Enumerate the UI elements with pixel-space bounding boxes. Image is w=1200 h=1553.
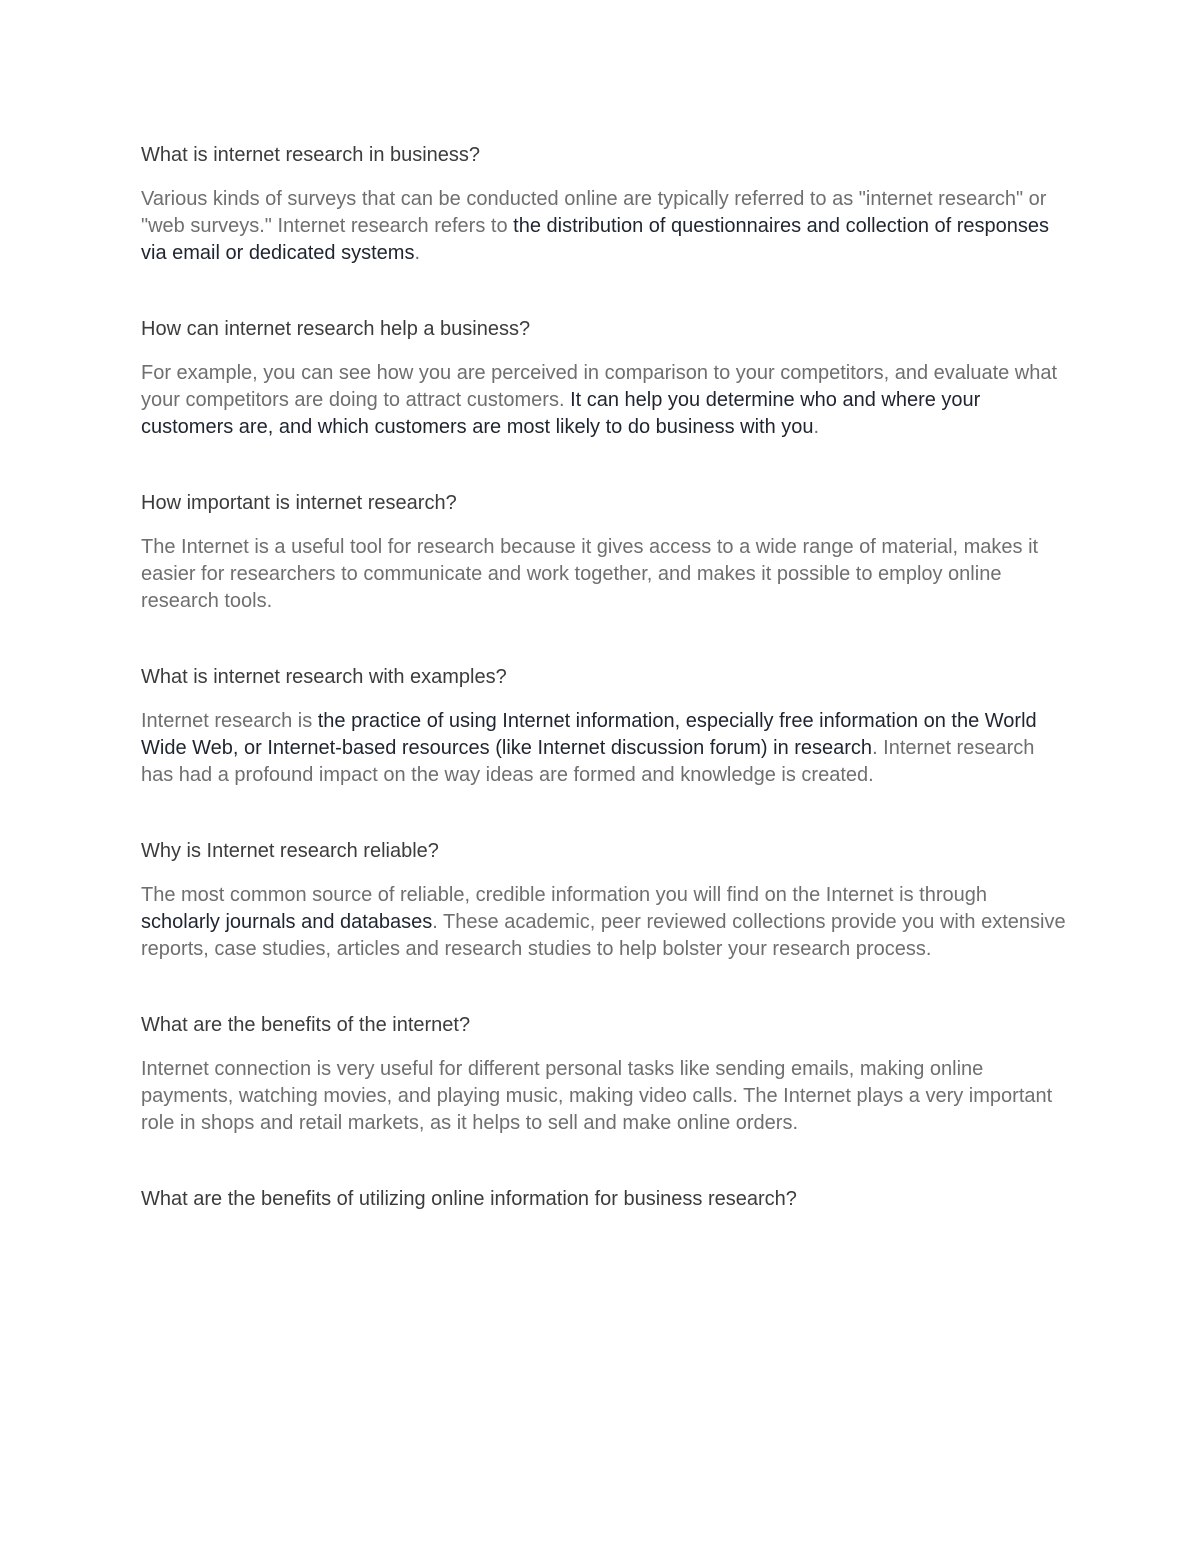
- answer-paragraph: [141, 1056, 1066, 1137]
- answer-paragraph: [141, 360, 1066, 441]
- question-heading: What are the benefits of utilizing online information for business research?: [141, 1188, 797, 1210]
- qa-section-examples: [141, 664, 1066, 789]
- answer-paragraph: [141, 882, 1066, 963]
- answer-highlight: scholarly journals and databases: [141, 911, 433, 933]
- qa-section-help: [141, 316, 1066, 441]
- answer-text-end: . Internet research has had a profound impact on the way ideas are formed and knowledge is created.: [141, 737, 1035, 786]
- question-heading: What is internet research with examples?: [141, 666, 507, 688]
- answer-paragraph: [141, 534, 1066, 615]
- qa-section-reliable: [141, 838, 1066, 963]
- answer-paragraph: [141, 186, 1066, 267]
- qa-section-business: [141, 142, 1066, 267]
- answer-highlight: It can help you determine who and where your customers are, and which customers are most likely to do business with you: [141, 389, 981, 438]
- answer-text-end: . These academic, peer reviewed collections provide you with extensive reports, case studies, articles and research studies to help bolster your research process.: [141, 911, 1066, 960]
- answer-text: For example, you can see how you are perceived in comparison to your competitors, and evaluate what your competitors are doing to attract customers.: [141, 362, 1058, 411]
- answer-paragraph: [141, 708, 1066, 789]
- question-heading: What are the benefits of the internet?: [141, 1014, 471, 1036]
- qa-section-importance: [141, 490, 1066, 615]
- question-heading: How can internet research help a business?: [141, 318, 531, 340]
- document-page: [141, 142, 1066, 1262]
- question-heading: What is internet research in business?: [141, 144, 481, 166]
- answer-text: Various kinds of surveys that can be conducted online are typically referred to as "internet research" or "web surveys." Internet research refers to: [141, 188, 1047, 237]
- answer-text: Internet connection is very useful for different personal tasks like sending emails, making online payments, watching movies, and playing music, making video calls. The Internet plays a very important role in shops and retail markets, as it helps to sell and make online orders.: [141, 1058, 1053, 1134]
- answer-text: Internet research is: [141, 710, 318, 732]
- question-heading: How important is internet research?: [141, 492, 457, 514]
- answer-text-end: .: [813, 416, 820, 438]
- question-heading: Why is Internet research reliable?: [141, 840, 439, 862]
- answer-highlight: the distribution of questionnaires and collection of responses via email or dedicated systems: [141, 215, 1050, 264]
- qa-section-benefits: [141, 1012, 1066, 1137]
- answer-text: The most common source of reliable, credible information you will find on the Internet is through: [141, 884, 987, 906]
- answer-highlight: the practice of using Internet information, especially free information on the World Wide Web, or Internet-based resources (like Internet discussion forum) in research: [141, 710, 1037, 759]
- answer-text: The Internet is a useful tool for research because it gives access to a wide range of material, makes it easier for researchers to communicate and work together, and makes it possible to employ online research tools.: [141, 536, 1039, 612]
- qa-section-online-information: [141, 1186, 1066, 1213]
- answer-text-end: .: [414, 242, 421, 264]
